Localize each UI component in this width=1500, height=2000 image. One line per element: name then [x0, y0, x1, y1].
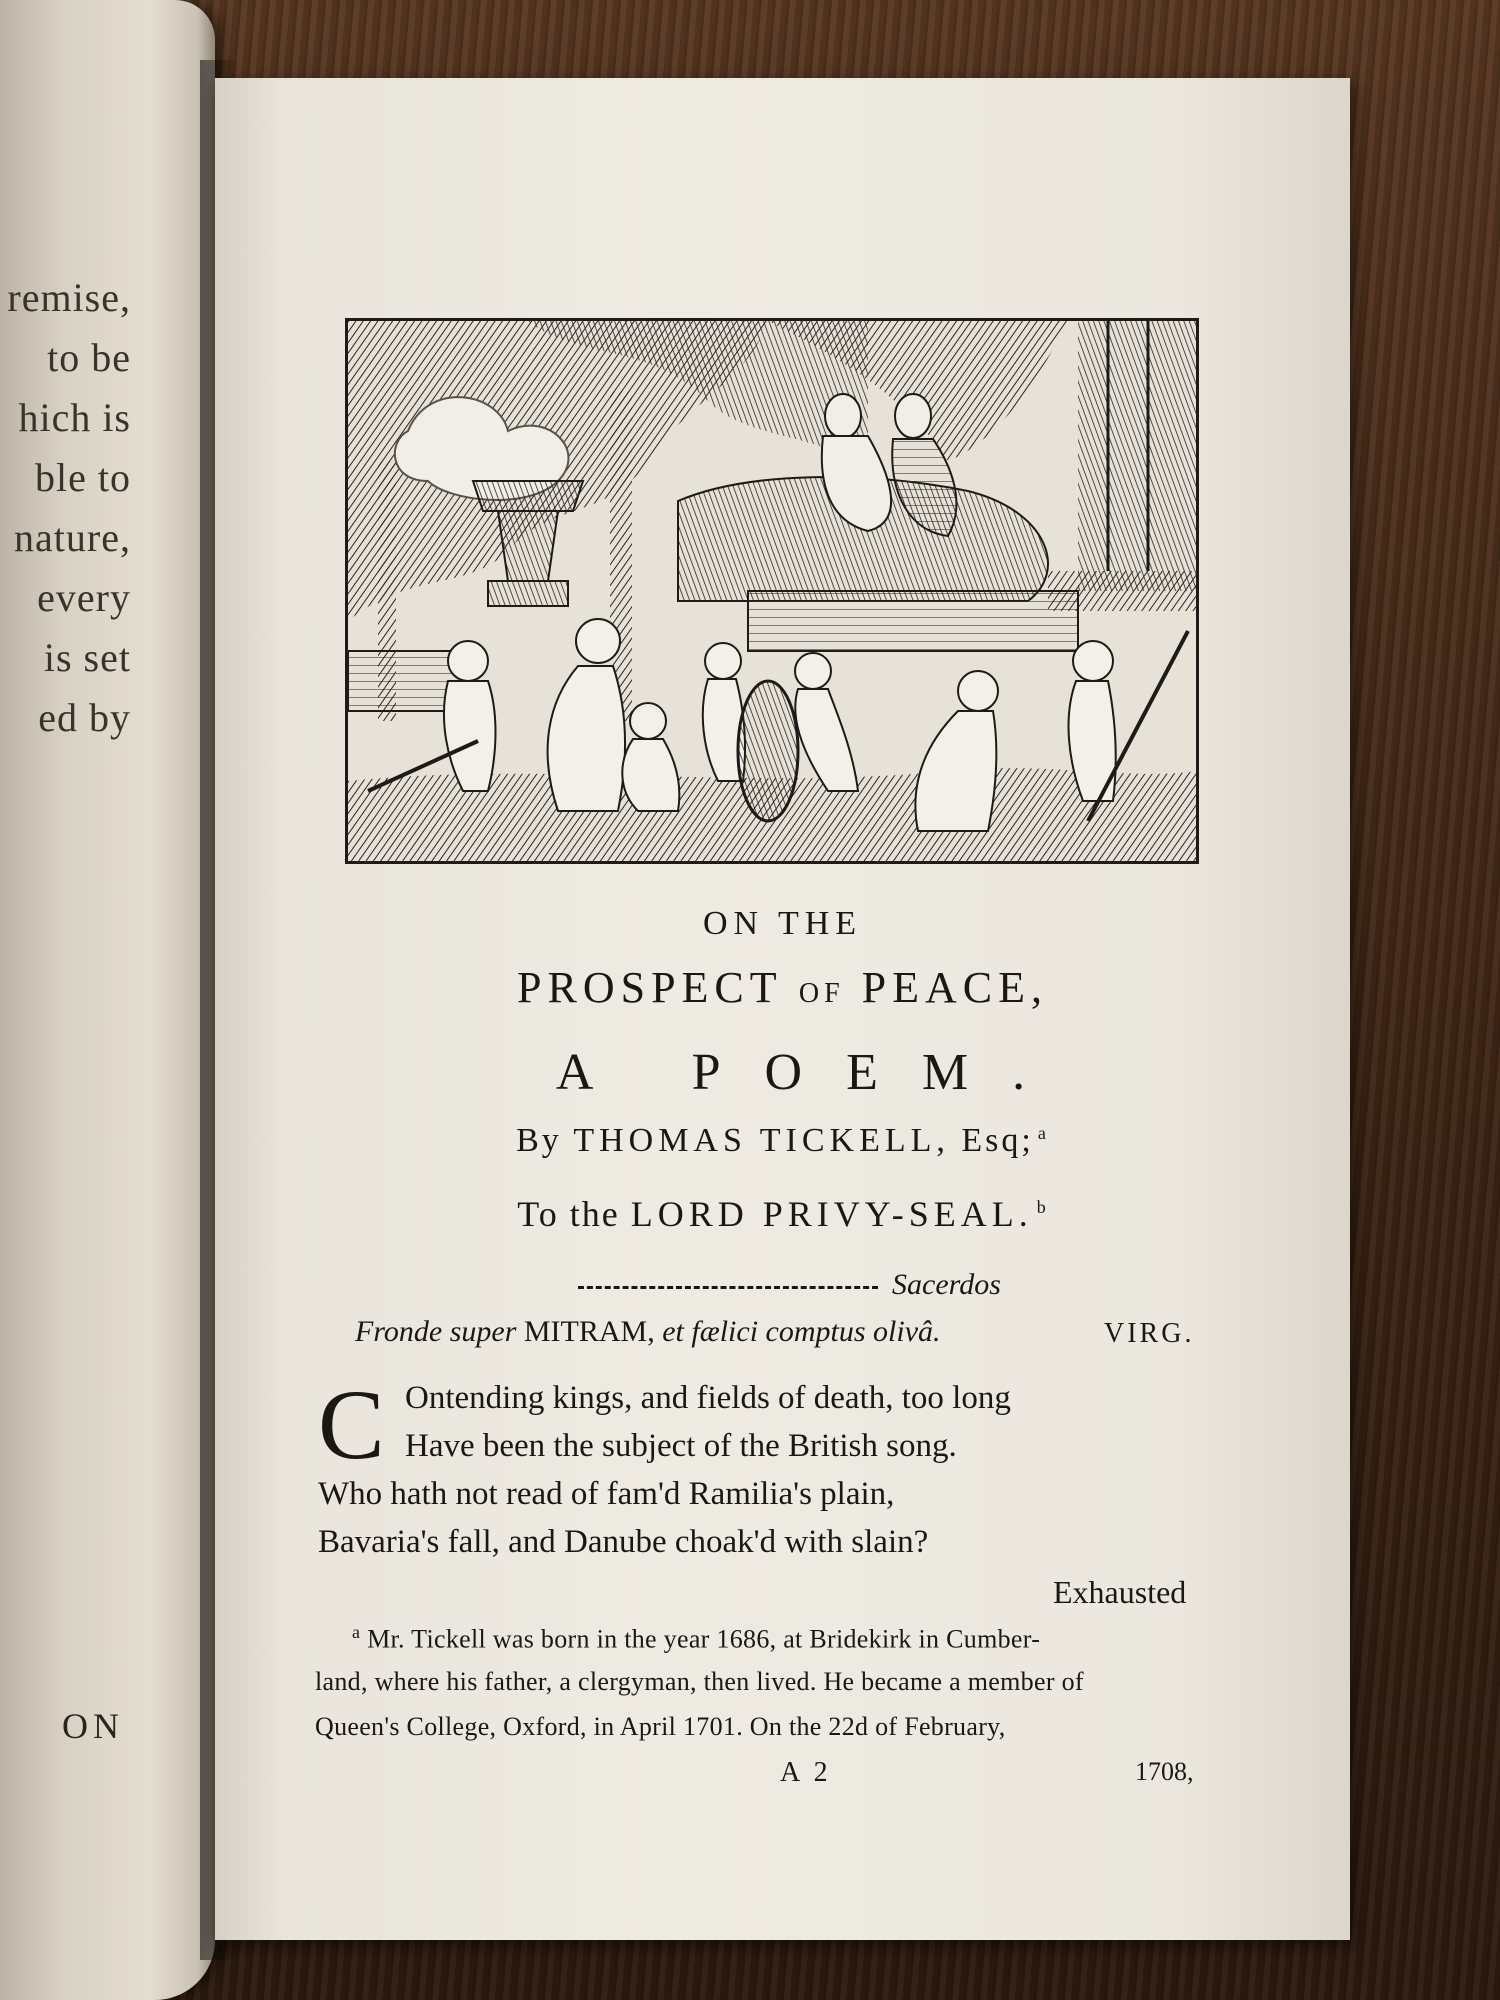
footnote-line: land, where his father, a clergyman, then lived. He became a member of: [315, 1667, 1084, 1696]
footnote-line: Queen's College, Oxford, in April 1701. On the 22d of February,: [315, 1712, 1006, 1741]
dedication: [215, 1193, 1350, 1235]
footnote-line: [348, 1622, 1040, 1655]
left-page-line: remise,: [7, 275, 131, 320]
epigraph-dash-rule: [578, 1286, 878, 1289]
epigraph-line-2: [355, 1315, 941, 1349]
epigraph-sacerdos: Sacerdos: [892, 1268, 1001, 1301]
author-name: THOMAS TICKELL,: [573, 1122, 950, 1159]
left-page-line: hich is: [18, 395, 131, 440]
headpiece-engraving: [345, 318, 1199, 864]
epigraph-mitram: MITRAM,: [523, 1315, 655, 1348]
verse-line: Ontending kings, and fields of death, too long: [405, 1380, 1011, 1416]
left-page-line: is set: [43, 635, 131, 680]
dedicatee-name: LORD PRIVY-SEAL.: [630, 1194, 1033, 1234]
epigraph-source: VIRG.: [1104, 1318, 1195, 1349]
byline-by: By: [516, 1122, 562, 1159]
author-byline: [215, 1122, 1350, 1160]
left-page-catchword: ON: [62, 1706, 124, 1746]
title-peace: PEACE,: [861, 963, 1048, 1012]
title-of: OF: [798, 978, 845, 1009]
epigraph-line-1: [578, 1268, 1001, 1302]
verse-line: Bavaria's fall, and Danube choak'd with slain?: [318, 1524, 929, 1560]
footnote-mark-a: a: [1037, 1122, 1049, 1143]
epigraph-fronde: Fronde super: [355, 1315, 517, 1348]
catchword: Exhausted: [1053, 1574, 1187, 1610]
title-prospect: PROSPECT: [517, 963, 782, 1012]
dedication-to-the: To the: [517, 1194, 620, 1234]
title-a-poem: A POEM.: [555, 1044, 1070, 1101]
author-suffix: Esq;: [961, 1122, 1034, 1159]
epigraph-rest: et fælici comptus olivâ.: [662, 1315, 941, 1348]
left-page-line: every: [37, 575, 131, 620]
left-page-line: nature,: [14, 515, 131, 560]
drop-cap: C: [318, 1369, 385, 1480]
verse-line: Who hath not read of fam'd Ramilia's plain,: [318, 1476, 895, 1512]
footnote-mark-b: b: [1036, 1197, 1048, 1217]
left-page-text: [7, 268, 131, 748]
signature-mark: A 2: [780, 1757, 832, 1788]
left-page-line: ed by: [38, 695, 131, 740]
verse-line: Have been the subject of the British song.: [405, 1428, 957, 1464]
footnote-continuation: 1708,: [1135, 1757, 1194, 1786]
title-line-on-the: ON THE: [702, 905, 863, 942]
title-line-prospect-of-peace: [215, 962, 1350, 1013]
footnote-text: Mr. Tickell was born in the year 1686, at Bridekirk in Cumber-: [367, 1624, 1041, 1654]
left-page-line: ble to: [35, 455, 131, 500]
facing-left-page: [0, 0, 215, 2000]
footnote-mark: a: [352, 1622, 361, 1642]
left-page-line: to be: [47, 335, 131, 380]
